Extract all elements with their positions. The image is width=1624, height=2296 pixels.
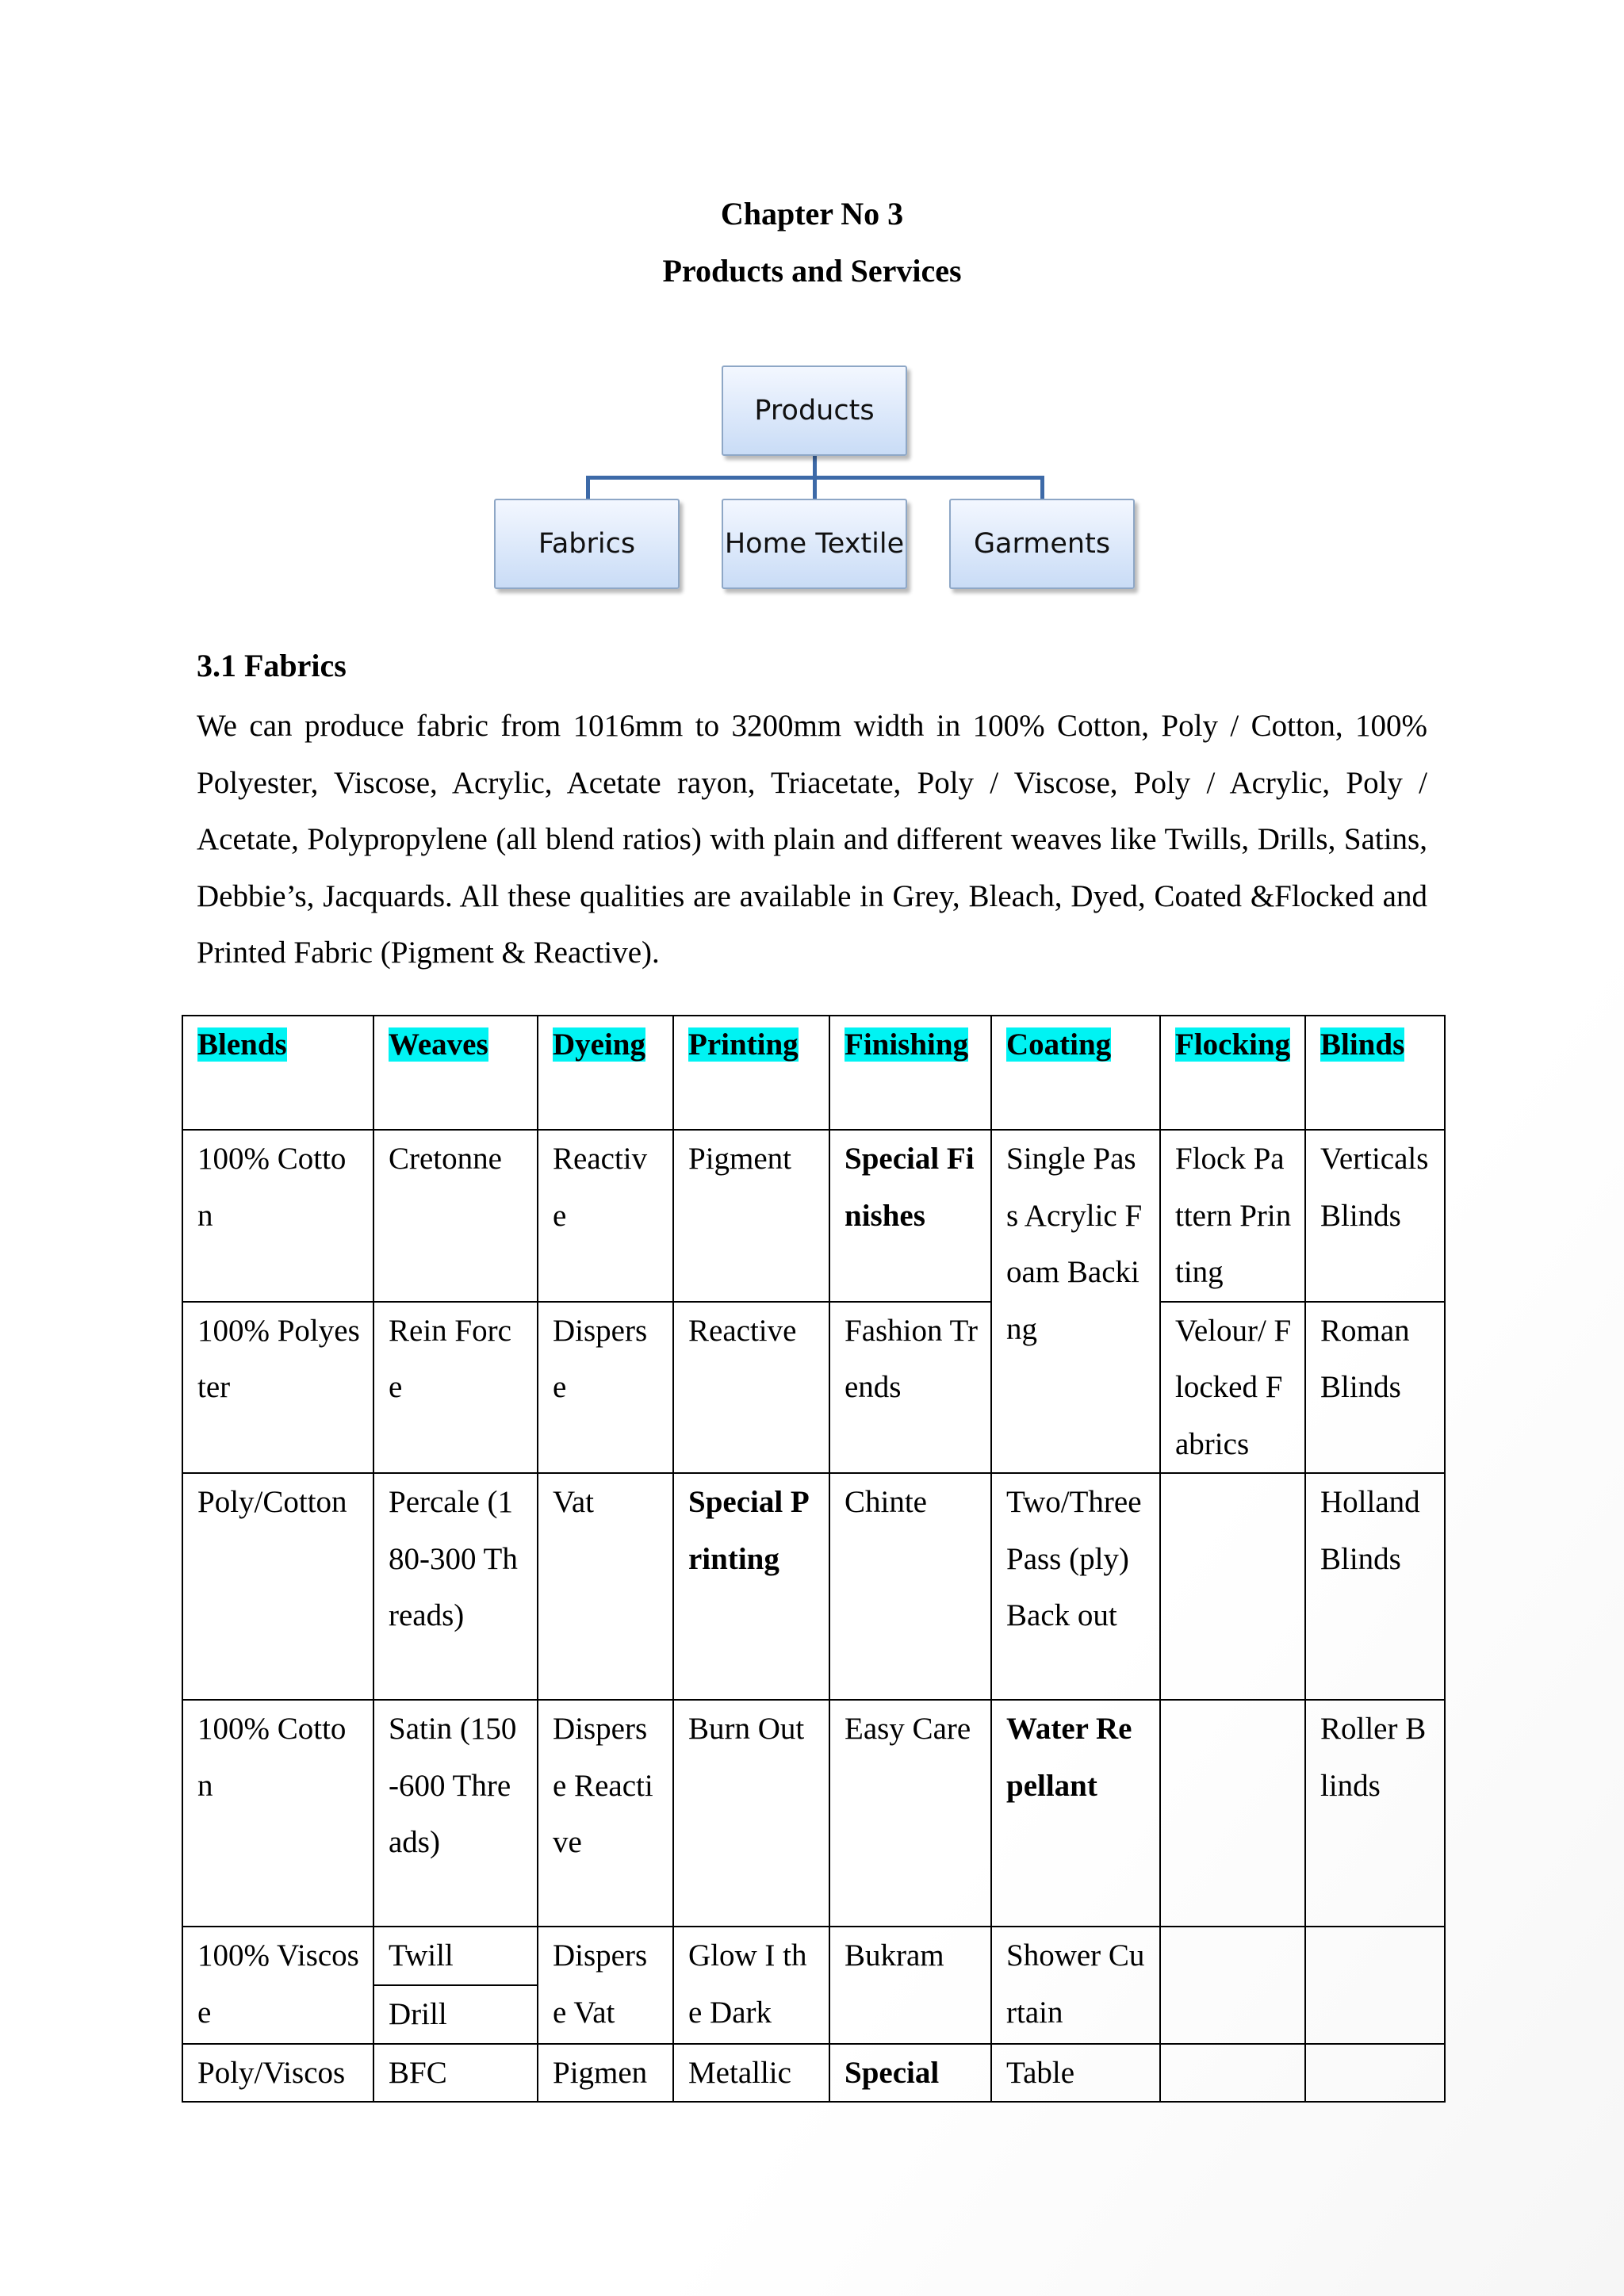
cell-flocking — [1160, 2044, 1305, 2103]
products-table — [182, 1015, 1446, 2103]
cell-blinds: Roman Blinds — [1305, 1302, 1445, 1474]
cell-coating: Table — [991, 2044, 1160, 2103]
header-printing: Printing — [673, 1016, 829, 1130]
cell-weaves-top: Twill — [374, 1927, 537, 1986]
table-row — [182, 1927, 1445, 2044]
connector-vertical-fabrics — [586, 476, 590, 499]
cell-printing: Glow I the Dark — [673, 1927, 829, 2044]
cell-coating: Single Pass Acrylic Foam Backing — [991, 1130, 1160, 1473]
fabrics-heading: 3.1 Fabrics — [197, 648, 347, 683]
table-row — [182, 1700, 1445, 1927]
cell-coating: Two/Three Pass (ply) Back out — [991, 1473, 1160, 1700]
cell-coating: Water Repellant — [991, 1700, 1160, 1927]
table-row — [182, 1302, 1445, 1474]
cell-finishing: Easy Care — [829, 1700, 991, 1927]
section-title: Products and Services — [662, 253, 962, 289]
cell-finishing: Fashion Trends — [829, 1302, 991, 1474]
org-node-home-textile — [722, 499, 907, 589]
header-flocking: Flocking — [1160, 1016, 1305, 1130]
table-row — [182, 2044, 1445, 2103]
org-node-garments — [949, 499, 1135, 589]
cell-dyeing: Disperse Reactive — [538, 1700, 673, 1927]
connector-vertical-home — [813, 476, 817, 499]
cell-blends: Poly/Cotton — [182, 1473, 373, 1700]
cell-weaves: Satin (150-600 Threads) — [373, 1700, 538, 1927]
cell-blends: Poly/Viscos — [182, 2044, 373, 2103]
table-header-row — [182, 1016, 1445, 1130]
cell-finishing: Chinte — [829, 1473, 991, 1700]
cell-printing: Metallic — [673, 2044, 829, 2103]
cell-finishing: Bukram — [829, 1927, 991, 2044]
cell-flocking — [1160, 1700, 1305, 1927]
org-node-label: Home Textile — [724, 528, 905, 560]
header-weaves: Weaves — [373, 1016, 538, 1130]
cell-printing: Reactive — [673, 1302, 829, 1474]
cell-dyeing: Vat — [538, 1473, 673, 1700]
org-node-fabrics — [494, 499, 680, 589]
cell-flocking: Velour/ Flocked Fabrics — [1160, 1302, 1305, 1474]
header-coating: Coating — [991, 1016, 1160, 1130]
table-row — [182, 1130, 1445, 1302]
cell-blends: 100% Cotton — [182, 1700, 373, 1927]
cell-blinds — [1305, 2044, 1445, 2103]
cell-flocking — [1160, 1473, 1305, 1700]
cell-weaves: BFC — [373, 2044, 538, 2103]
cell-weaves-bottom: Drill — [389, 1997, 447, 2031]
cell-finishing: Special — [829, 2044, 991, 2103]
cell-blinds: Verticals Blinds — [1305, 1130, 1445, 1302]
fabrics-paragraph: We can produce fabric from 1016mm to 3200mm width in 100% Cotton, Poly / Cotton, 100% Polyester, Viscose, Acrylic, Acetate rayon, Triacetate, Poly / Viscose, Poly / Acrylic, Poly / Acetate, Polypropylene (all blend ratios) with plain and different weaves like Twills, Drills, Satins, Debbie’s, Jacquards. All these qualities are available in Grey, Bleach, Dyed, Coated &Flocked and Printed Fabric (Pigment & Reactive). — [197, 709, 1427, 970]
cell-weaves — [373, 1927, 538, 2044]
org-node-label: Products — [754, 395, 875, 427]
connector-vertical-garments — [1040, 476, 1044, 499]
chapter-title: Chapter No 3 — [720, 196, 904, 232]
table-row — [182, 1473, 1445, 1700]
cell-dyeing: Pigmen — [538, 2044, 673, 2103]
products-org-chart — [0, 0, 1624, 618]
cell-dyeing: Disperse Vat — [538, 1927, 673, 2044]
cell-flocking — [1160, 1927, 1305, 2044]
cell-coating: Shower Curtain — [991, 1927, 1160, 2044]
cell-flocking: Flock Pattern Printing — [1160, 1130, 1305, 1302]
cell-dyeing: Disperse — [538, 1302, 673, 1474]
cell-blinds: Roller Blinds — [1305, 1700, 1445, 1927]
cell-printing: Pigment — [673, 1130, 829, 1302]
org-node-products — [722, 365, 907, 456]
header-dyeing: Dyeing — [538, 1016, 673, 1130]
cell-finishing: Special Finishes — [829, 1130, 991, 1302]
cell-blinds: Holland Blinds — [1305, 1473, 1445, 1700]
cell-blends: 100% Viscose — [182, 1927, 373, 2044]
header-blends: Blends — [182, 1016, 373, 1130]
cell-blends: 100% Cotton — [182, 1130, 373, 1302]
cell-blinds — [1305, 1927, 1445, 2044]
org-node-label: Garments — [973, 528, 1111, 560]
cell-weaves: Cretonne — [373, 1130, 538, 1302]
org-node-label: Fabrics — [538, 528, 636, 560]
cell-printing: Special Printing — [673, 1473, 829, 1700]
cell-dyeing: Reactive — [538, 1130, 673, 1302]
cell-printing: Burn Out — [673, 1700, 829, 1927]
header-blinds: Blinds — [1305, 1016, 1445, 1130]
header-finishing: Finishing — [829, 1016, 991, 1130]
cell-weaves: Rein Force — [373, 1302, 538, 1474]
cell-weaves: Percale (180-300 Threads) — [373, 1473, 538, 1700]
cell-blends: 100% Polyester — [182, 1302, 373, 1474]
